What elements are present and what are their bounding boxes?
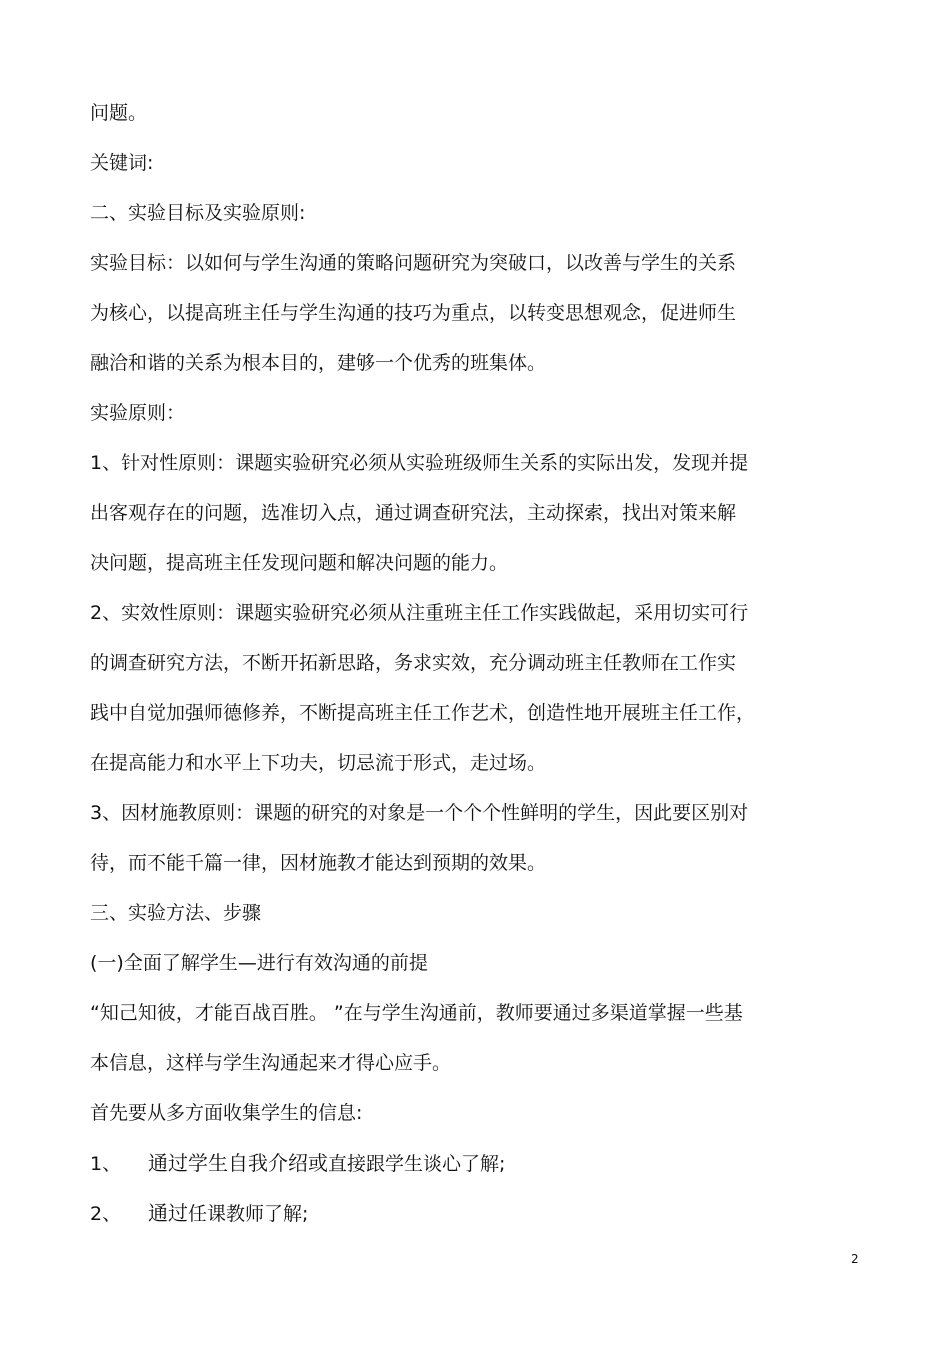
list-item-text: 直接跟学生谈心了解; (328, 1153, 506, 1175)
text-line: 在提高能力和水平上下功夫，切忌流于形式，走过场。 (90, 752, 547, 774)
text-line: 实验原则： (90, 402, 186, 424)
text-line: 本信息，这样与学生沟通起来才得心应手。 (90, 1052, 452, 1074)
text-line: 关键词: (90, 152, 154, 174)
list-item-number: 1、 (90, 1153, 122, 1175)
text-line: 为核心，以提高班主任与学生沟通的技巧为重点，以转变思想观念，促进师生 (90, 302, 737, 324)
text-line: 的调查研究方法，不断开拓新思路，务求实效，充分调动班主任教师在工作实 (90, 652, 737, 674)
section-heading: 二、实验目标及实验原则: (90, 202, 306, 224)
list-item (90, 1200, 850, 1227)
text-line: 3、因材施教原则：课题的研究的对象是一个个个性鲜明的学生，因此要区别对 (90, 802, 749, 824)
text-line: 待，而不能千篇一律，因材施教才能达到预期的效果。 (90, 852, 547, 874)
text-line: 决问题，提高班主任发现问题和解决问题的能力。 (90, 552, 509, 574)
text-line: 首先要从多方面收集学生的信息: (90, 1102, 363, 1124)
page-number: 2 (851, 1252, 859, 1266)
text-line: 实验目标：以如何与学生沟通的策略问题研究为突破口，以改善与学生的关系 (90, 252, 737, 274)
text-line: 融洽和谐的关系为根本目的，建够一个优秀的班集体。 (90, 352, 547, 374)
text-line: 出客观存在的问题，选准切入点，通过调查研究法，主动探索，找出对策来解 (90, 502, 737, 524)
text-line: 2、实效性原则：课题实验研究必须从注重班主任工作实践做起，采用切实可行 (90, 602, 749, 624)
text-line: “知己知彼，才能百战百胜。 ”在与学生沟通前，教师要通过多渠道掌握一些基 (90, 1002, 743, 1024)
subsection-heading: (一)全面了解学生—进行有效沟通的前提 (90, 952, 428, 974)
text-line: 1、针对性原则：课题实验研究必须从实验班级师生关系的实际出发，发现并提 (90, 452, 749, 474)
list-item-alt-text: 通过学生自我介绍或 (148, 1151, 328, 1175)
text-line: 问题。 (90, 102, 148, 124)
list-item-alt-text: 通过 (148, 1201, 188, 1225)
list-item-number: 2、 (90, 1203, 122, 1225)
list-item (90, 1150, 850, 1177)
section-heading: 三、实验方法、步骤 (90, 902, 262, 924)
list-item-text: 任课教师了解; (188, 1203, 309, 1225)
text-line: 践中自觉加强师德修养，不断提高班主任工作艺术，创造性地开展班主任工作， (90, 702, 756, 724)
